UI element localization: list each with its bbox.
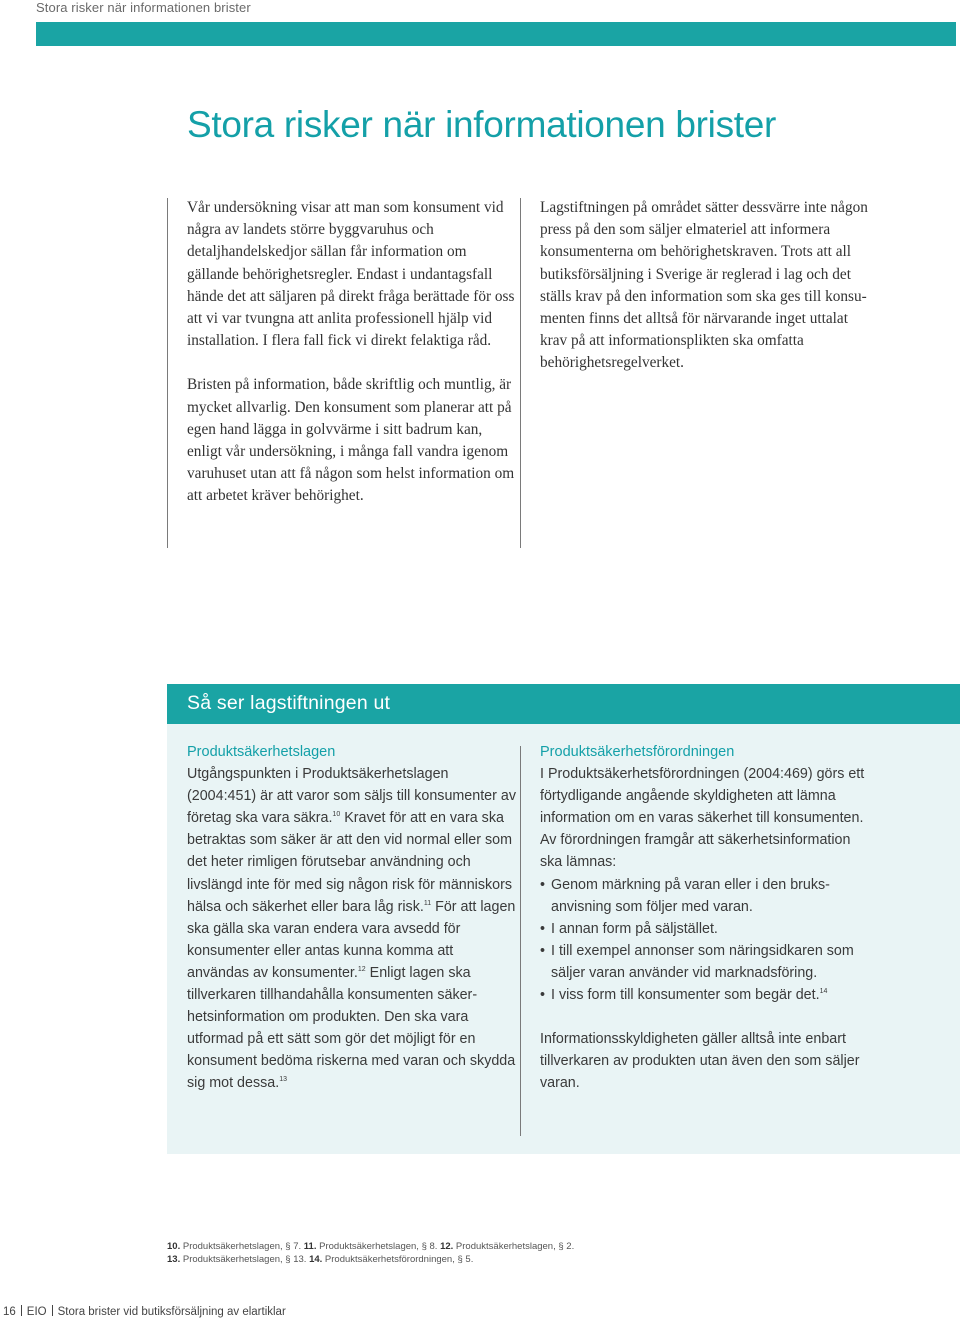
folio-divider (21, 1305, 22, 1316)
intro-left-column (187, 197, 517, 508)
footnote-text: Produktsäkerhetsförordningen, § 5. (322, 1254, 474, 1265)
page-title: Stora risker när informationen brister (187, 104, 777, 145)
box-left-text (187, 763, 517, 1094)
legislation-box-title: Så ser lagstiftningen ut (187, 692, 391, 714)
footnote-number: 11. (303, 1241, 317, 1252)
footnote-number: 12. (440, 1241, 454, 1252)
bullet-item: • Genom märkning på varan eller i den bruksanvisning som följer med varan. (540, 874, 870, 918)
intro-paragraph: Bristen på information, både skriftlig och muntlig, är mycket allvarlig. Den konsument som planerar att på egen hand lägga in golvvärme i sitt badrum kan, enligt vår undersökning, i många fall vandra igenom varuhuset utan att få någon som helst information om att arbetet kräver behörighet. (187, 376, 515, 505)
running-head: Stora risker när informationen brister (36, 0, 251, 15)
text-run: Enligt lagen ska tillverkaren tillhandahålla konsumenten säkerhetsinformation om produkten. Den ska vara utformad på ett sätt som gör det möjligt för en konsument bedöma riskerna med varan och skydda sig mot dessa. (187, 964, 516, 1092)
footnote-ref[interactable]: 14 (819, 988, 828, 996)
footnote-text: Produktsäkerhetslagen, § 13. (180, 1254, 307, 1265)
intro-paragraph: Lagstiftningen på området sätter dessvärre inte någon press på den som säljer elmateriel att informera konsumenterna om behörighetskraven. Trots att all butiksförsäljning i Sverige är reglerad i lag och det ställs krav på den information som ska ges till konsumenten finns det alltså för närvarande inget uttalat krav på att informationsplikten ska omfatta behörighetsregelverket. (540, 199, 868, 372)
footnote-ref[interactable]: 11 (423, 899, 432, 907)
legislation-box-header (167, 684, 960, 724)
folio-divider (52, 1305, 53, 1316)
text-run: Kravet för att en vara ska betraktas som säker är att den vid normal eller som det heter rimligen förutsebar användning och livslängd inte för med sig någon risk för människors hälsa och säkerhet eller bara låg risk. (187, 810, 513, 915)
footnote-ref[interactable]: 12 (357, 966, 366, 974)
box-left-column (187, 741, 517, 1095)
text-run: Utgångspunkten i Produktsäkerhetslagen (2004:451) är att varor som säljs till konsumenter av företag ska vara säkra. (187, 766, 516, 827)
bullet-list (540, 874, 870, 1007)
footnote-number: 14. (309, 1254, 323, 1265)
footnote-text: Produktsäkerhetslagen, § 2. (453, 1241, 575, 1252)
intro-paragraph: Vår undersökning visar att man som konsument vid några av landets större byggvaruhus och detaljhandelskedjor sällan får information om gällande behörighetsregler. Endast i undantagsfall hände det att säljaren på direkt fråga berättade för oss att vi var tvungna att anlita professionell hjälp vid installation. I flera fall fick vi direkt felaktiga råd. (187, 199, 515, 350)
intro-right-column (540, 197, 870, 375)
legislation-box (167, 684, 960, 1154)
footnote-ref[interactable]: 10 (332, 811, 341, 819)
footnotes (167, 1240, 767, 1266)
bullet-item: • I annan form på säljstället. (540, 918, 870, 940)
column-rule-right (520, 198, 521, 548)
publication-title: Stora brister vid butiksförsäljning av elartiklar (57, 1306, 286, 1318)
text-run: I viss form till konsumenter som begär det. (551, 987, 820, 1004)
box-right-intro: I Produktsäkerhetsförordningen (2004:469) görs ett förtydligande angående skyldigheten att lämna information om en varas säkerhet till konsumenten. Av förordningen framgår att säkerhetsinformation ska lämnas: (540, 766, 865, 871)
box-right-column (540, 741, 870, 1094)
subheading-produktsakerhetsforordningen: Produktsäkerhetsförordningen (540, 744, 735, 760)
footnote-line (167, 1240, 767, 1253)
top-accent-bar (36, 22, 956, 46)
subheading-produktsakerhetslagen: Produktsäkerhetslagen (187, 744, 336, 760)
footnote-number: 13. (167, 1254, 181, 1265)
bullet-item: • I till exempel annonser som näringsidkaren som säljer varan använder vid marknadsföring. (540, 940, 870, 984)
box-column-rule (520, 746, 521, 1136)
footnote-text: Produktsäkerhetslagen, § 8. (316, 1241, 438, 1252)
bullet-item (540, 984, 870, 1006)
box-right-outro: Informationsskyldigheten gäller alltså inte enbart tillverkaren av produkten utan även den som säljer varan. (540, 1031, 860, 1092)
column-rule-left (167, 198, 168, 548)
page-folio (3, 1305, 286, 1318)
text-run: För att lagen ska gälla ska varan endera vara avsedd för konsumenter eller antas kunna komma att användas av konsumenter. (187, 898, 516, 981)
organization-name: EIO (26, 1306, 47, 1318)
page-number: 16 (3, 1306, 16, 1318)
footnote-number: 10. (167, 1241, 181, 1252)
footnote-line (167, 1253, 767, 1266)
footnote-ref[interactable]: 13 (279, 1076, 287, 1084)
footnote-text: Produktsäkerhetslagen, § 7. (180, 1241, 302, 1252)
